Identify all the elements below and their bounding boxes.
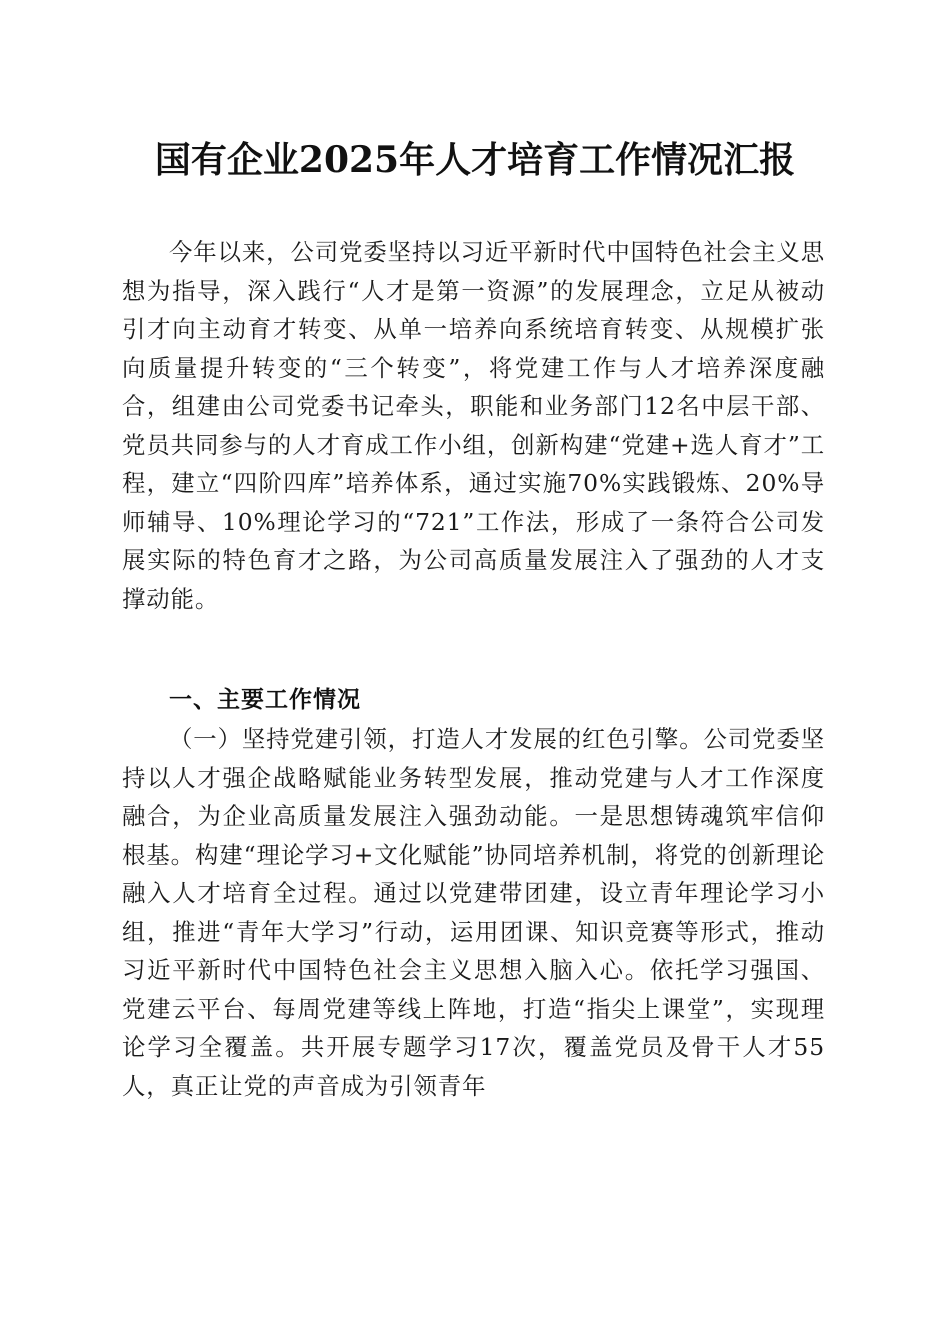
document-title: 国有企业2025年人才培育工作情况汇报 [154,139,796,181]
subsection-paragraph [122,720,825,1105]
section-heading: 一、主要工作情况 [169,687,361,713]
intro-paragraph: 今年以来，公司党委坚持以习近平新时代中国特色社会主义思想为指导，深入践行“人才是第一资源”的发展理念，立足从被动引才向主动育才转变、从单一培养向系统培育转变、从规模扩张向质量提升转变的“三个转变”，将党建工作与人才培养深度融合，组建由公司党委书记牵头，职能和业务部门12名中层干部、党员共同参与的人才育成工作小组，创新构建“党建+选人育才”工程，建立“四阶四库”培养体系，通过实施70%实践锻炼、20%导师辅导、10%理论学习的“721”工作法，形成了一条符合公司发展实际的特色育才之路，为公司高质量发展注入了强劲的人才支撑动能。 [122,238,825,613]
subsection-lead: （一）坚持党建引领，打造人才发展的红色引擎。 [169,725,704,753]
subsection-body: 公司党委坚持以人才强企战略赋能业务转型发展，推动党建与人才工作深度融合，为企业高质量发展注入强劲动能。一是思想铸魂筑牢信仰根基。构建“理论学习+文化赋能”协同培养机制，将党的创新理论融入人才培育全过程。通过以党建带团建，设立青年理论学习小组，推进“青年大学习”行动，运用团课、知识竞赛等形式，推动习近平新时代中国特色社会主义思想入脑入心。依托学习强国、党建云平台、每周党建等线上阵地，打造“指尖上课堂”，实现理论学习全覆盖。共开展专题学习17次，覆盖党员及骨干人才55人，真正让党的声音成为引领青年 [122,725,825,1100]
